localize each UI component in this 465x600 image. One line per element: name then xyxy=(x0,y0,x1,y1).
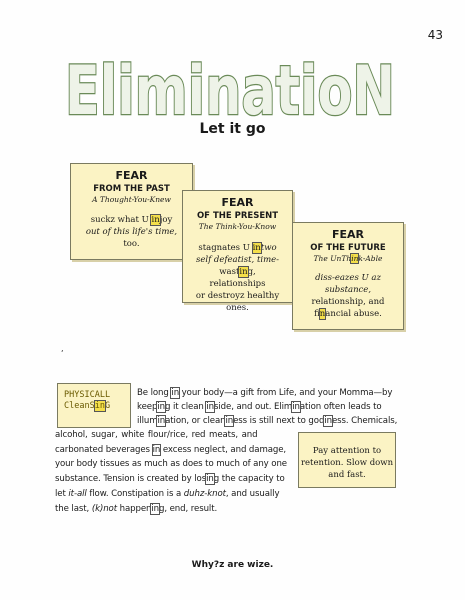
fear-past-card xyxy=(70,163,193,260)
card-tagline: The UnThink-Able xyxy=(313,254,383,263)
fear-present-card xyxy=(182,190,293,313)
card-body: diss-eazes U az substance, relationship, and financial abuse. xyxy=(311,273,385,319)
card-heading: FEAR xyxy=(331,228,364,241)
paragraph-line: your body tissues as much as does to much of any one xyxy=(55,459,287,469)
paragraph-line: let it-all flow. Constipation is a duhz-knot, and usually xyxy=(55,489,280,499)
physical-cleansing-label: PHYSICALL CleanSinG xyxy=(57,383,131,428)
footer-text: Why?z are wize. xyxy=(191,560,274,570)
paragraph-line: alcohol, sugar, white flour/rice, red meats, and xyxy=(55,430,258,440)
paragraph-line: keeping it clean inside, and out. Elimination often leads to xyxy=(137,402,382,412)
subtitle: Let it go xyxy=(199,121,266,137)
fear-future-card xyxy=(292,222,404,330)
side-note-box: Pay attention to retention. Slow down and fast. xyxy=(298,432,396,488)
page-number: 43 xyxy=(427,28,443,42)
page-title: EliminatioN xyxy=(65,52,395,126)
paragraph-line: Be long in your body—a gift from Life, and your Momma—by xyxy=(137,388,393,398)
paragraph-line: carbonated beverages in excess neglect, and damage, xyxy=(55,445,287,455)
card-heading: FEAR xyxy=(221,196,254,209)
card-tagline: The Think-You-Know xyxy=(198,222,277,231)
title-graphic xyxy=(60,48,400,126)
card-body: stagnates U intwo self defeatist, time- wasting, relationships or destroyz healthy ones. xyxy=(195,243,280,313)
card-tagline: A Thought-You-Knew xyxy=(92,195,171,204)
paragraph-line: substance. Tension is created by losing the capacity to xyxy=(55,474,285,484)
stray-mark: , xyxy=(61,344,64,353)
card-heading: FEAR xyxy=(115,169,148,182)
paragraph-line: illumination, or cleaniness is still next to godiness. Chemicals, xyxy=(137,416,398,426)
card-subheading: OF THE FUTURE xyxy=(310,243,386,253)
card-body: suckz what U injoy out of this life's time, too. xyxy=(85,215,178,249)
paragraph-line: the last, (k)not happening, end, result. xyxy=(55,504,218,514)
card-subheading: FROM THE PAST xyxy=(93,184,170,194)
card-subheading: OF THE PRESENT xyxy=(196,211,279,221)
